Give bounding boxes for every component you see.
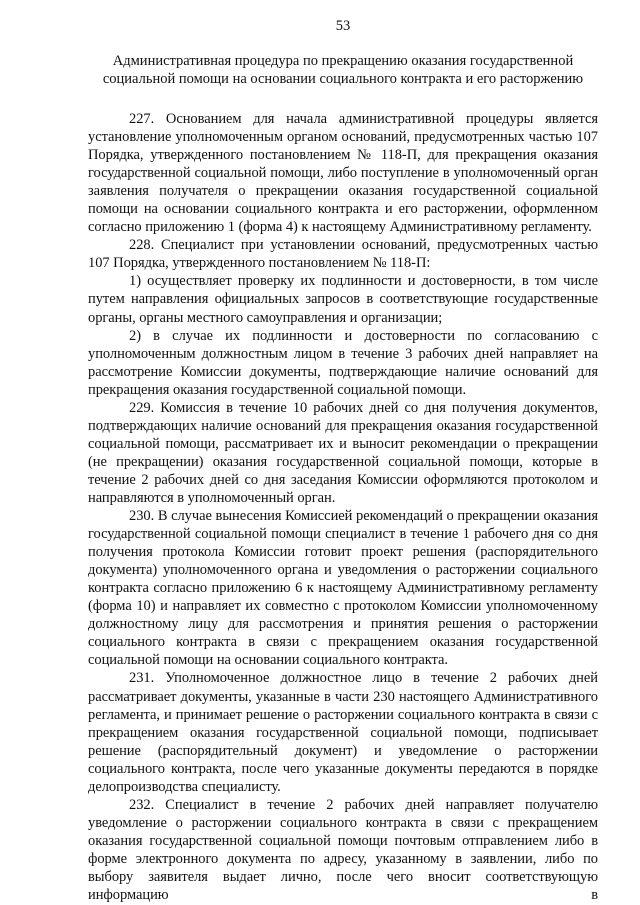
- paragraph-228-item-2: 2) в случае их подлинности и достоверности по согласованию с уполномоченным должностным лицом в течение 3 рабочих дней направляет на рассмотрение Комиссии документы, подтверждающие наличие оснований для прекращения оказания государственной социальной помощи.: [88, 327, 598, 398]
- paragraph-228: 228. Специалист при установлении оснований, предусмотренных частью 107 Порядка, утвержденного постановлением № 118-П:: [88, 237, 598, 272]
- paragraph-232: 232. Специалист в течение 2 рабочих дней направляет получателю уведомление о расторжении социального контракта в связи с прекращением оказания государственной социальной помощи почтовым отправлением либо в форме электронного документа по адресу, указанному в заявлении, либо по выбору заявителя выдает лично, после чего вносит соответствующую информацию в: [88, 796, 598, 904]
- paragraph-228-item-1: 1) осуществляет проверку их подлинности и достоверности, в том числе путем направления официальных запросов в соответствующие государственные органы, органы местного самоуправления и организации;: [88, 273, 598, 326]
- page-number: 53: [335, 18, 351, 34]
- paragraph-227: 227. Основанием для начала административной процедуры является установление уполномоченным органом оснований, предусмотренных частью 107 Порядка, утвержденного постановлением № 118-П, для прекращения оказания государственной социальной помощи, либо поступление в уполномоченный орган заявления получателя о прекращении оказания государственной социальной помощи на основании социального контракта и его расторжении, оформленном согласно приложению 1 (форма 4) к настоящему Административному регламенту.: [88, 111, 598, 236]
- paragraph-230: 230. В случае вынесения Комиссией рекомендаций о прекращении оказания государственной социальной помощи специалист в течение 1 рабочего дня со дня получения протокола Комиссии готовит проект решения (распорядительного документа) уполномоченного органа и уведомления о расторжении социального контракта согласно приложению 6 к настоящему Административному регламенту (форма 10) и направляет их совместно с протоколом Комиссии уполномоченному должностному лицу для рассмотрения и принятия решения о расторжении социального контракта в связи с прекращением оказания государственной социальной помощи на основании социального контракта.: [88, 508, 598, 669]
- document-body: [88, 110, 598, 904]
- paragraph-229: 229. Комиссия в течение 10 рабочих дней со дня получения документов, подтверждающих наличие оснований для прекращения оказания государственной социальной помощи, рассматривает их и выносит рекомендации о прекращении (не прекращении) оказания государственной социальной помощи, которые в течение 2 рабочих дней со дня заседания Комиссии оформляются протоколом и направляются в уполномоченный орган.: [88, 399, 598, 506]
- paragraph-231: 231. Уполномоченное должностное лицо в течение 2 рабочих дней рассматривает документы, указанные в части 230 настоящего Административного регламента, и принимает решение о расторжении социального контракта в связи с прекращением оказания государственной социальной помощи, подписывает решение (распорядительный документ) и уведомление о расторжении социального контракта, после чего указанные документы передаются в порядке делопроизводства специалисту.: [88, 670, 598, 795]
- section-title: Административная процедура по прекращению оказания государственной социальной помощи на основании социального контракта и его расторжению: [102, 53, 584, 87]
